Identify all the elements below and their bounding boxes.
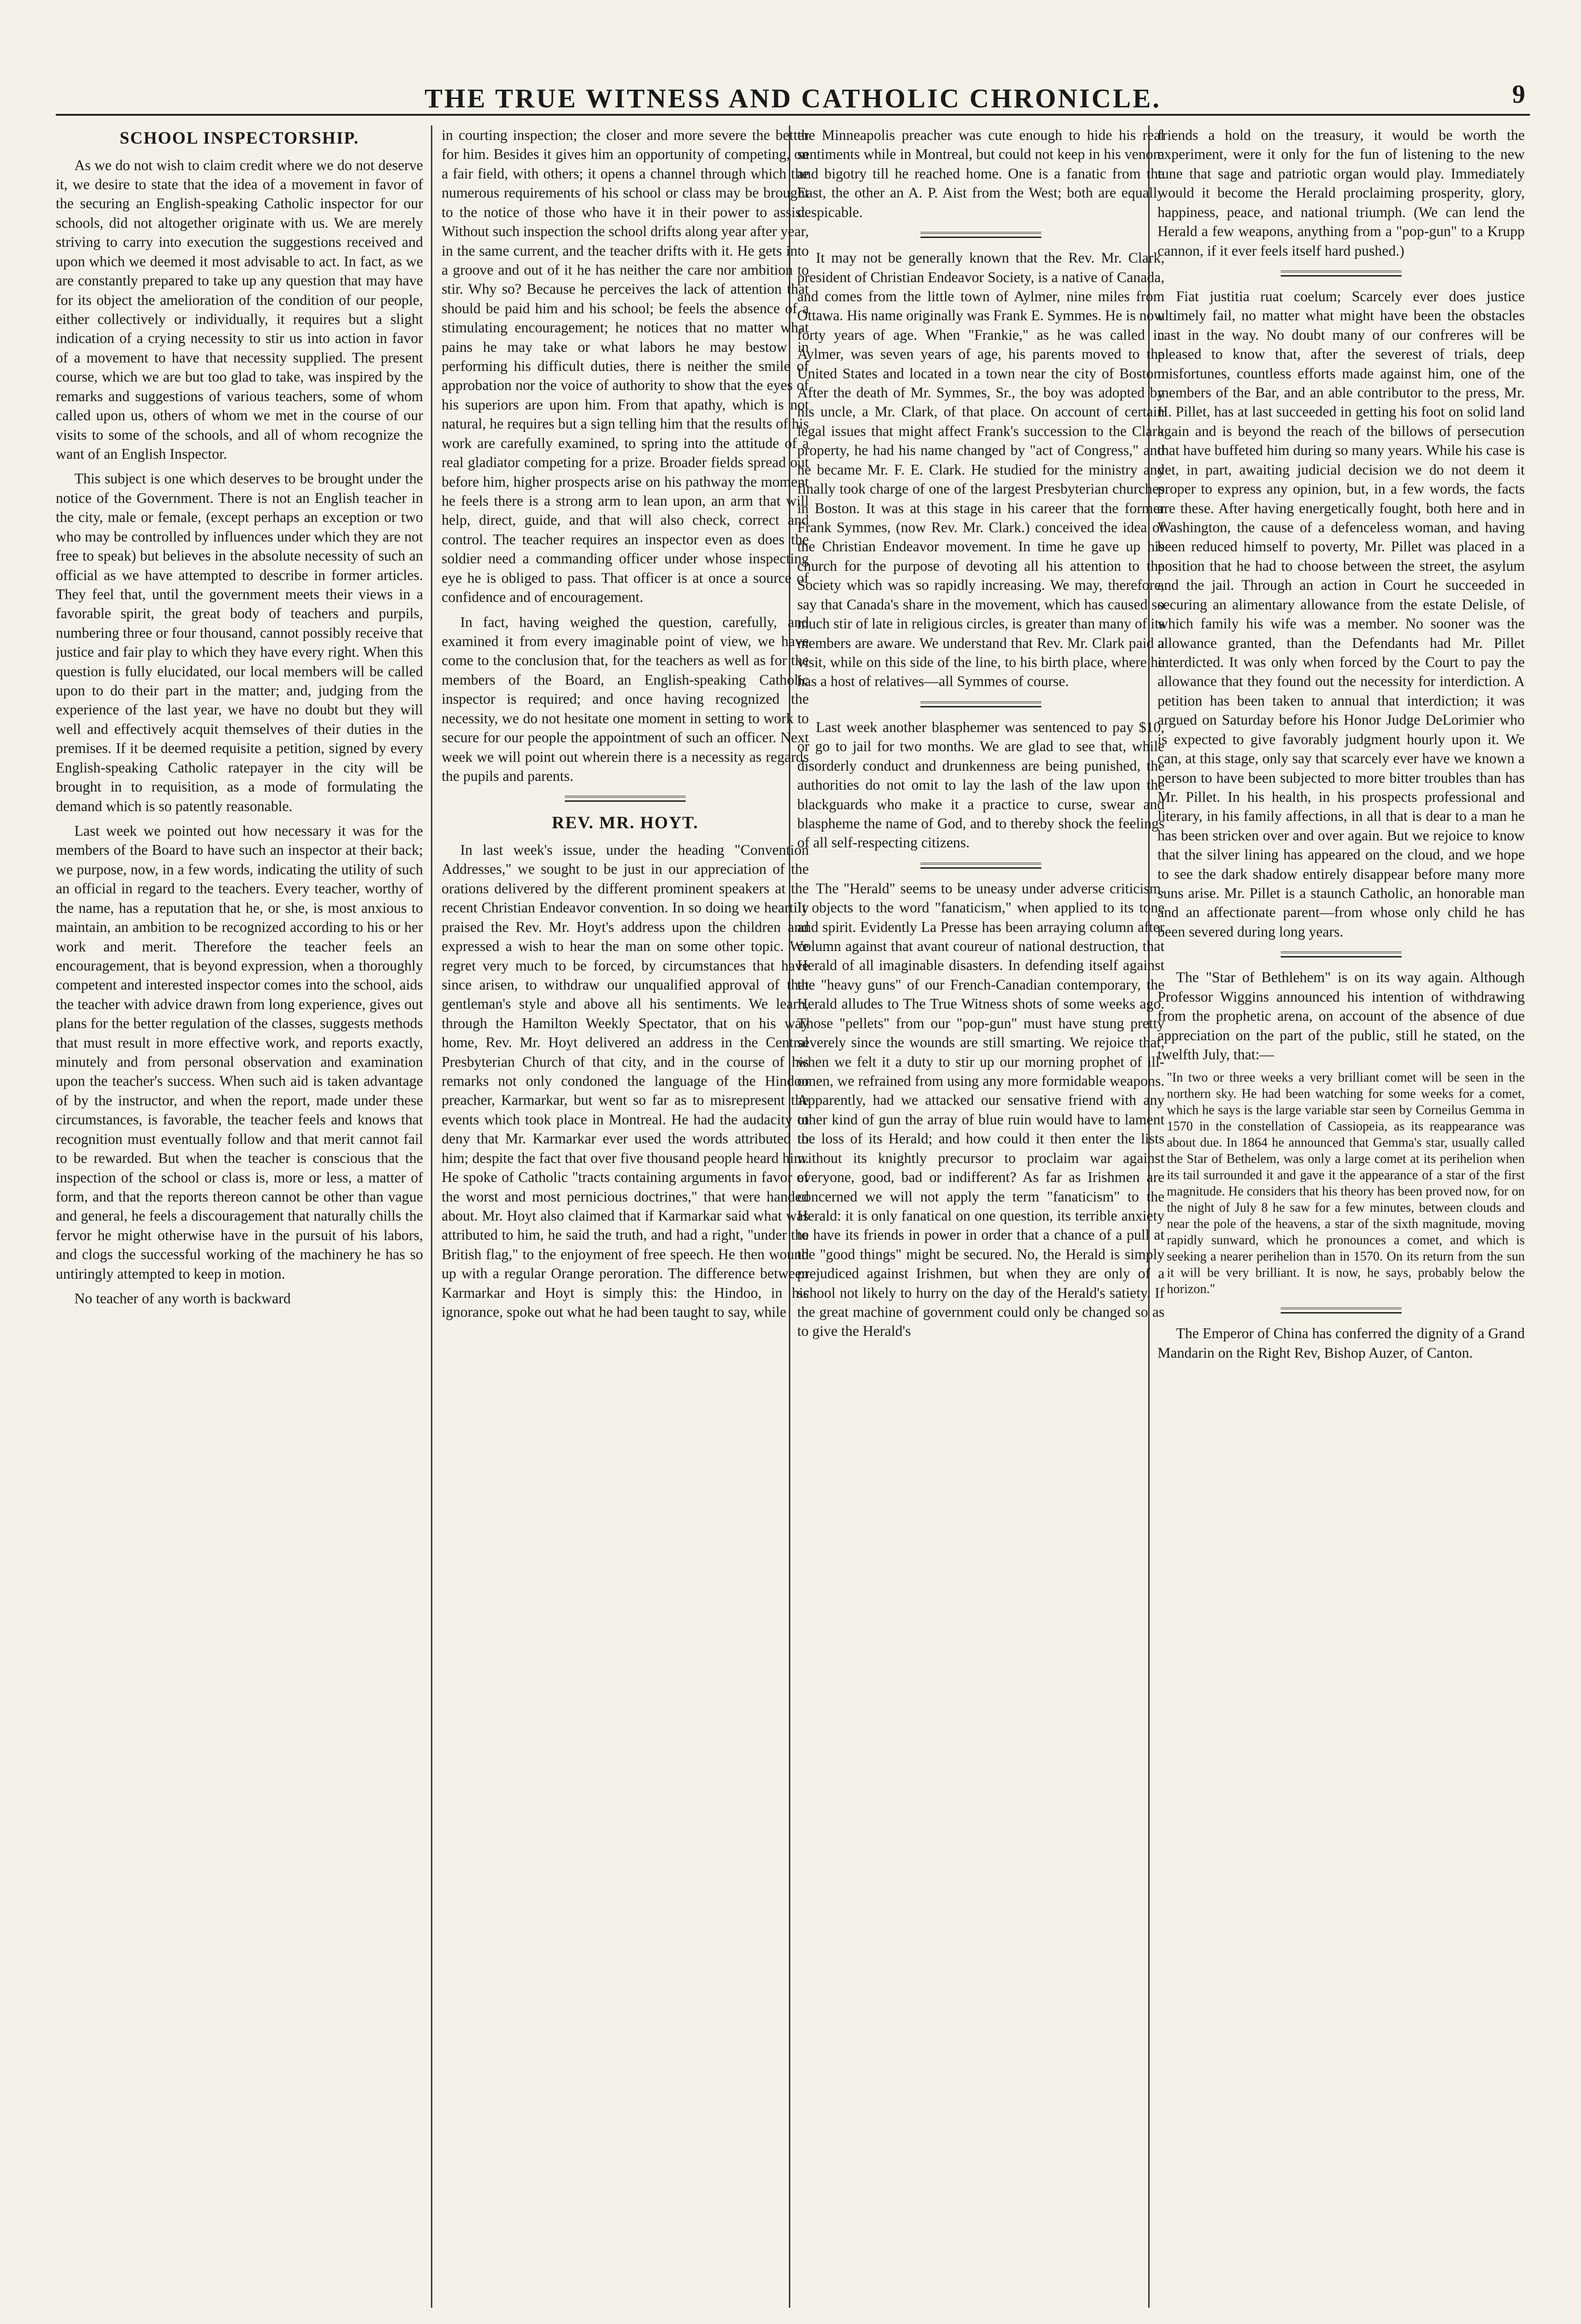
column-4 bbox=[1158, 125, 1525, 2308]
paragraph: friends a hold on the treasury, it would be worth the experiment, were it only for the fun of listening to the new tune that sage and patriotic organ would play. Immediately would it become the Herald proclaiming prosperity, glory, happiness, peace, and national triumph. (We can lend the Herald a few weapons, anything from a "pop-gun" to a Krupp cannon, if it ever feels itself hard pushed.) bbox=[1158, 127, 1525, 259]
article-heading: REV. MR. HOYT. bbox=[552, 813, 699, 833]
newspaper-title: THE TRUE WITNESS AND CATHOLIC CHRONICLE. bbox=[424, 83, 1161, 113]
masthead bbox=[56, 70, 1530, 116]
section-divider bbox=[1281, 271, 1402, 277]
section-divider bbox=[920, 701, 1041, 707]
paragraph: In last week's issue, under the heading "Convention Addresses," we sought to be just in our appreciation of the orations delivered by the different prominent speakers at the recent Christian Endeavor convention. In so doing we heartily praised the Rev. Mr. Hoyt's address upon the children and expressed a wish to hear the man on some other topic. We regret very much to be forced, by circumstances that have since arisen, to withdraw our unqualified approval of that gentleman's style and above all his sentiments. We learn, through the Hamilton Weekly Spectator, that on his way home, Rev. Mr. Hoyt delivered an address in the Central Presbyterian Church of that city, and in the course of his remarks not only condoned the language of the Hindoo preacher, Karmarkar, but went so far as to misrepresent the events which took place in Montreal. He had the audacity to deny that Mr. Karmarkar ever used the words attributed to him; despite the fact that over five thousand people heard him. He spoke of Catholic "tracts containing arguments in favor of the worst and most pernicious doctrines," that were handed about. Mr. Hoyt also claimed that if Karmarkar said what was attributed to him, he said the truth, and had a right, "under the British flag," to the enjoyment of free speech. He then wound up with a regular Orange peroration. The difference between Karmarkar and Hoyt is simply this: the Hindoo, in his ignorance, spoke out what he had been taught to say, while bbox=[442, 841, 809, 1320]
section-divider bbox=[920, 232, 1041, 238]
paragraph: The "Star of Bethlehem" is on its way again. Although Professor Wiggins announced his intention of withdrawing from the prophetic arena, on account of the absence of due appreciation on the part of the public, still he stated, on the twelfth July, that:— bbox=[1158, 969, 1525, 1063]
article-heading: SCHOOL INSPECTORSHIP. bbox=[119, 129, 359, 148]
section-divider bbox=[1281, 1307, 1402, 1314]
paragraph: The Emperor of China has conferred the dignity of a Grand Mandarin on the Right Rev, Bishop Auzer, of Canton. bbox=[1158, 1325, 1525, 1361]
section-divider bbox=[1281, 951, 1402, 957]
paragraph: Last week we pointed out how necessary it was for the members of the Board to have such an inspector at their back; we purpose, now, in a few words, indicating the utility of such an official in regard to the teachers. Every teacher, worthy of the name, has a reputation that he, or she, is most anxious to maintain, an ambition to be recognized according to his or her work and merit. Therefore the teacher feels an encouragement, that is beyond expression, when a thoroughly competent and interested inspector comes into the school, aids the teacher with advice drawn from long experience, gives out plans for the better regulation of the classes, suggests methods that must result in more effective work, and reports exactly, minutely and from personal observation and examination upon the teacher's success. When such aid is taken advantage of by the instructor, and when the report, made under these circumstances, is favorable, the teacher feels and knows that recognition must eventually follow and that merit cannot fail to be rewarded. But when the teacher is conscious that the inspection of the school or class is, more or less, a matter of form, and that the reports thereon cannot be other than vague and general, he feels a discouragement that naturally chills the fervor he might otherwise have in the pursuit of his labors, and clogs the successful working of the machinery he has so untiringly attempted to keep in motion. bbox=[56, 822, 423, 1282]
block-quote: "In two or three weeks a very brilliant comet will be seen in the northern sky. He had been watching for some weeks for a comet, which he says is the large variable star seen by Corneilus Gemma in 1570 in the constellation of Cassiopeia, as its reappearance was about due. In 1864 he announced that Gemma's star, usually called the Star of Bethelem, was only a large comet at its perihelion when its tail surrounded it and gave it the appearance of a star of the first magnitude. He considers that his theory has been proved now, for on the night of July 8 he saw for a few minutes, between clouds and near the pole of the heavens, a star of the sixth magnitude, moving rapidly sunward, which he pronounces a comet, and which is seeking a nearer perihelion than in 1570. On its return from the sun it will be very brilliant. It is now, he says, probably below the horizon." bbox=[1167, 1070, 1525, 1297]
paragraph: In fact, having weighed the question, carefully, and examined it from every imaginable point of view, we have come to the conclusion that, for the teachers as well as for the members of the Board, an English-speaking Catholic inspector is required; and once having recognized the necessity, we do not hesitate one moment in setting to work to secure for our people the appointment of such an officer. Next week we will point out wherein there is a necessity as regards the pupils and parents. bbox=[442, 614, 809, 784]
paragraph: No teacher of any worth is backward bbox=[74, 1290, 291, 1307]
paragraph: It may not be generally known that the Rev. Mr. Clark, president of Christian Endeavor Society, is a native of Canada, and comes from the little town of Aylmer, nine miles from Ottawa. His name originally was Frank E. Symmes. He is now forty years of age. When "Frankie," as he was called in Aylmer, was seven years of age, his parents moved to the United States and located in a town near the city of Boston. After the death of Mr. Symmes, Sr., the boy was adopted by his uncle, a Mr. Clark, of that place. On account of certain legal issues that might affect Frank's succession to the Clark property, he had his name changed by "act of Congress," and he became Mr. F. E. Clark. He studied for the ministry and finally took charge of one of the largest Presbyterian churches in Boston. It was at this stage in his career that the former Frank Symmes, (now Rev. Mr. Clark.) conceived the idea of the Christian Endeavor movement. In time he gave up his church for the purpose of devoting all his attention to the Society which was so rapidly increasing. We may, therefore, say that Canada's share in the movement, which has caused so much stir of late in religious circles, is greater than many of its members are aware. We understand that Rev. Mr. Clark paid a visit, while on this side of the line, to his birth place, where he has a host of relatives—all Symmes of course. bbox=[797, 250, 1164, 690]
column-1 bbox=[56, 125, 423, 2308]
paragraph: in courting inspection; the closer and more severe the better for him. Besides it gives him an opportunity of competing, on a fair field, with others; it opens a channel through which the numerous requirements of his school or class may be brought to the notice of those who have it in their power to assist. Without such inspection the school drifts along year after year, in the same current, and the teacher drifts with it. He gets into a groove and out of it he has neither the care nor ambition to stir. Why so? Because he perceives the lack of attention that should be paid him and his school; be feels the absence of a stimulating encouragement; he notices that no matter what pains he may take or what labors he may bestow in performing his difficult duties, there is neither the smile of approbation nor the voice of authority to show that the eyes of his superiors are upon him. From that apathy, which is not natural, he requires but a sign telling him that the results of his work are carefully examined, to spring into the attitude of a real gladiator competing for a prize. Broader fields spread out before him, higher prospects arise on his pathway the moment he feels there is a strong arm to lean upon, an arm that will help, direct, guide, and that will also check, correct and control. The teacher requires an inspector even as does the soldier need a commanding officer under whose inspecting eye he is obliged to pass. That officer is at once a source of confidence and of encouragement. bbox=[442, 127, 809, 606]
column-2 bbox=[442, 125, 809, 2308]
paragraph: Fiat justitia ruat coelum; Scarcely ever does justice ultimely fail, no matter what might have been the obstacles cast in the way. No doubt many of our confreres will be pleased to know that, after the severest of trials, deep misfortunes, countless efforts made against him, one of the members of the Bar, and an able contributor to the press, Mr. H. Pillet, has at last succeeded in getting his foot on solid land again and is beyond the reach of the billows of persecution that have buffeted him during so many years. While his case is yet, in part, awaiting judicial decision we do not deem it proper to express any opinion, but, in a few words, the facts are these. After having energetically fought, both here and in Washington, the cause of a defenceless woman, and having been reduced himself to poverty, Mr. Pillet was placed in a position that he had to choose between the street, the asylum and the jail. Through an action in Court he succeeded in securing an alimentary allowance from the estate Delisle, of which family his wife was a member. No sooner was the allowance granted, than the Defendants had Mr. Pillet interdicted. It was only when forced by the Court to pay the allowance that they found out the necessity for interdiction. A petition has been taken to annual that interdiction; it was argued on Saturday before his Honor Judge DeLorimier who is expected to give favorably judgment hourly upon it. We can, at this stage, only say that scarcely ever have we known a person to have been subjected to more bitter troubles than has Mr. Pillet. In his health, in his prospects professional and literary, in his family affections, in all that is dear to a man he has been stricken over and over again. But we rejoice to know that the silver lining has appeared on the cloud, and we hope to see the dark shadow entirely disappear before many more suns arise. Mr. Pillet is a staunch Catholic, an honorable man and an affectionate parent—from whose only child he has been severed during long years. bbox=[1158, 288, 1525, 940]
column-3 bbox=[797, 125, 1164, 2308]
paragraph: The "Herald" seems to be uneasy under adverse criticism. It objects to the word "fanaticism," when applied to its tone and spirit. Evidently La Presse has been arraying column after column against that avant coureur of national destruction, that Herald of all imaginable disasters. In defending itself against the "heavy guns" of our French-Canadian contemporary, the Herald alludes to The True Witness shots of some weeks ago. Those "pellets" from our "pop-gun" must have stung pretty severely since the wounds are still smarting. We rejoice that, when we felt it a duty to stir up our morning prophet of ill-omen, we refrained from using any more formidable weapons. Apparently, had we attacked our sensative friend with any other kind of gun the array of blue ruin would have to lament the loss of its Herald; and how could it then enter the lists without its knightly precursor to proclaim war against everyone, good, bad or indifferent? As far as Irishmen are concerned we will not apply the term "fanaticism" to the Herald: it is only fanatical on one question, its terrible anxiety to have its friends in power in order that a chance of a pull at the "good things" might be secured. No, the Herald is simply prejudiced against Irishmen, but when they are only of a school not likely to hurry on the day of the Herald's satiety. If the great machine of government could only be changed so as to give the Herald's bbox=[797, 880, 1164, 1340]
paragraph: Last week another blasphemer was sentenced to pay $10, or go to jail for two months. We are glad to see that, while disorderly conduct and drunkenness are being punished, the authorities do not omit to lay the lash of the law upon the blackguards who make it a practice to curse, swear and blaspheme the name of God, and to thereby shock the feelings of all self-respecting citizens. bbox=[797, 719, 1164, 851]
paragraph: the Minneapolis preacher was cute enough to hide his real sentiments while in Montreal, but could not keep in his venom and bigotry till he reached home. One is a fanatic from the East, the other an A. P. Aist from the West; both are equally despicable. bbox=[797, 127, 1164, 220]
column-rule bbox=[431, 125, 432, 2308]
section-divider bbox=[565, 796, 686, 802]
paragraph: This subject is one which deserves to be brought under the notice of the Government. There is not an English teacher in the city, male or female, (except perhaps an exception or two who may be controlled by influences under which they are not free to speak) but believes in the absolute necessity of such an official as we have attempted to describe in former articles. They feel that, until the government meets their views in a favorable spirit, the great body of teachers and purpils, numbering three or four thousand, cannot possibly receive that justice and fair play to which they have every right. When this question is fully elucidated, our local members will be called upon to do their part in the matter; and, judging from the experience of the last year, we have no doubt but they will well and effectively acquit themselves of their duties in the premises. If it be deemed requisite a petition, signed by every English-speaking Catholic ratepayer in the city will be brought in to requisition, as a mode of formulating the demand which is so patently reasonable. bbox=[56, 470, 423, 814]
paragraph: As we do not wish to claim credit where we do not deserve it, we desire to state that the idea of a movement in favor of the securing an English-speaking Catholic inspector for our schools, did not altogether originate with us. We are merely striving to carry into execution the suggestions received and upon which we deemed it most advisable to act. In fact, as we are constantly prepared to take up any question that may have for its object the amelioration of the condition of our people, either collectively or individually, it requires but a slight indication of a crying necessity to stir us into action in favor of a movement to have that necessity supplied. The present course, which we are but too glad to take, was inspired by the remarks and suggestions of various teachers, some of whom called upon us, others of whom we met in the course of our visits to some of the schools, and all of whom recognize the want of an English Inspector. bbox=[56, 157, 423, 462]
section-divider bbox=[920, 863, 1041, 869]
page-number: 9 bbox=[1512, 80, 1525, 109]
